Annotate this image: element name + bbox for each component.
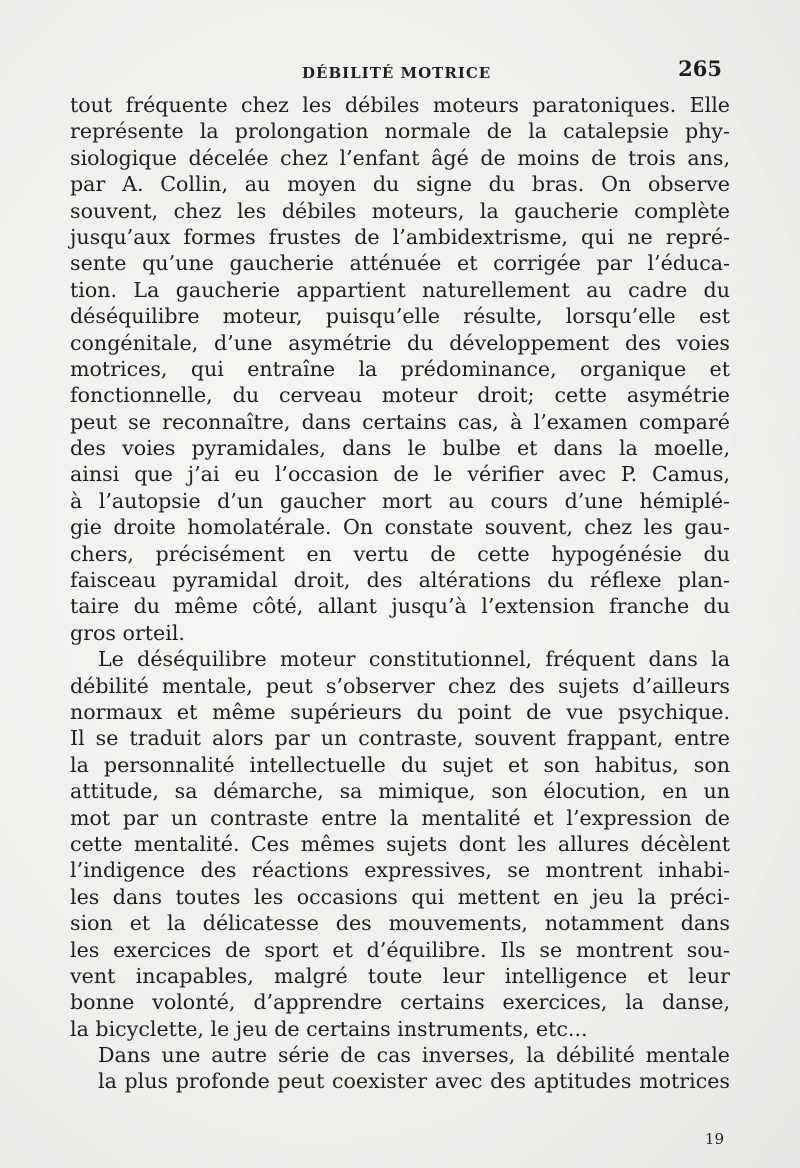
text-line: représente la prolongation normale de la catalepsie phy- — [70, 119, 730, 144]
text-line: taire du même côté, allant jusqu’à l’extension franche du — [70, 594, 730, 619]
text-line: tout fréquente chez les débiles moteurs paratoniques. Elle — [70, 93, 730, 117]
text-line: débilité mentale, peut s’observer chez des sujets d’ailleurs — [70, 673, 730, 698]
text-line: normaux et même supérieurs du point de vue psychique. — [70, 699, 730, 724]
text-line: attitude, sa démarche, sa mimique, son élocution, en un — [70, 779, 730, 804]
text-line: déséquilibre moteur, puisqu’elle résulte, lorsqu’elle est — [70, 304, 730, 329]
text-line: gie droite homolatérale. On constate souvent, chez les gau- — [70, 515, 730, 540]
text-line: faisceau pyramidal droit, des altérations du réflexe plan- — [70, 568, 730, 593]
text-line: par A. Collin, au moyen du signe du bras. On observe — [70, 172, 730, 197]
text-line-paragraph-start: Le déséquilibre moteur constitutionnel, fréquent dans la — [98, 647, 730, 672]
text-line: congénitale, d’une asymétrie du développement des voies — [70, 330, 730, 355]
text-line: siologique décelée chez l’enfant âgé de moins de trois ans, — [70, 145, 730, 170]
text-line: l’indigence des réactions expressives, se montrent inhabi- — [70, 858, 730, 883]
text-line: la plus profonde peut coexister avec des aptitudes motrices — [98, 1069, 730, 1094]
text-line: ainsi que j’ai eu l’occasion de le vérifier avec P. Camus, — [70, 462, 730, 487]
text-line: peut se reconnaître, dans certains cas, à l’examen comparé — [70, 409, 730, 434]
text-line: à l’autopsie d’un gaucher mort au cours d’une hémiplé- — [70, 488, 730, 513]
text-line: la personnalité intellectuelle du sujet et son habitus, son — [70, 752, 730, 777]
text-line: motrices, qui entraîne la prédominance, organique et — [70, 356, 730, 381]
text-line: mot par un contraste entre la mentalité et l’expression de — [70, 805, 730, 830]
running-title: DÉBILITÉ MOTRICE — [302, 64, 492, 82]
running-head — [72, 56, 724, 88]
text-line: vent incapables, malgré toute leur intelligence et leur — [70, 963, 730, 988]
text-line: bonne volonté, d’apprendre certains exercices, la danse, — [70, 990, 730, 1015]
text-line: sion et la délicatesse des mouvements, notamment dans — [70, 911, 730, 936]
text-line: sente qu’une gaucherie atténuée et corrigée par l’éduca- — [70, 251, 730, 276]
text-line: chers, précisément en vertu de cette hypogénésie du — [70, 541, 730, 566]
text-line: tion. La gaucherie appartient naturellement au cadre du — [70, 277, 730, 302]
signature-mark: 19 — [704, 1130, 724, 1148]
text-line: souvent, chez les débiles moteurs, la gaucherie complète — [70, 198, 730, 223]
text-line: jusqu’aux formes frustes de l’ambidextrisme, qui ne repré- — [70, 224, 730, 249]
page-number: 265 — [678, 56, 722, 81]
body-text — [70, 92, 730, 1095]
text-line: les dans toutes les occasions qui mettent en jeu la préci- — [70, 884, 730, 909]
text-line-paragraph-start: Dans une autre série de cas inverses, la débilité mentale — [98, 1043, 730, 1068]
text-line: les exercices de sport et d’équilibre. Ils se montrent sou- — [70, 937, 730, 962]
text-line: cette mentalité. Ces mêmes sujets dont les allures décèlent — [70, 831, 730, 856]
text-line: Il se traduit alors par un contraste, souvent frappant, entre — [70, 726, 730, 751]
text-line: des voies pyramidales, dans le bulbe et dans la moelle, — [70, 436, 730, 461]
text-line: fonctionnelle, du cerveau moteur droit; cette asymétrie — [70, 383, 730, 408]
text-line: gros orteil. — [70, 620, 185, 645]
text-line: la bicyclette, le jeu de certains instruments, etc... — [70, 1016, 588, 1041]
